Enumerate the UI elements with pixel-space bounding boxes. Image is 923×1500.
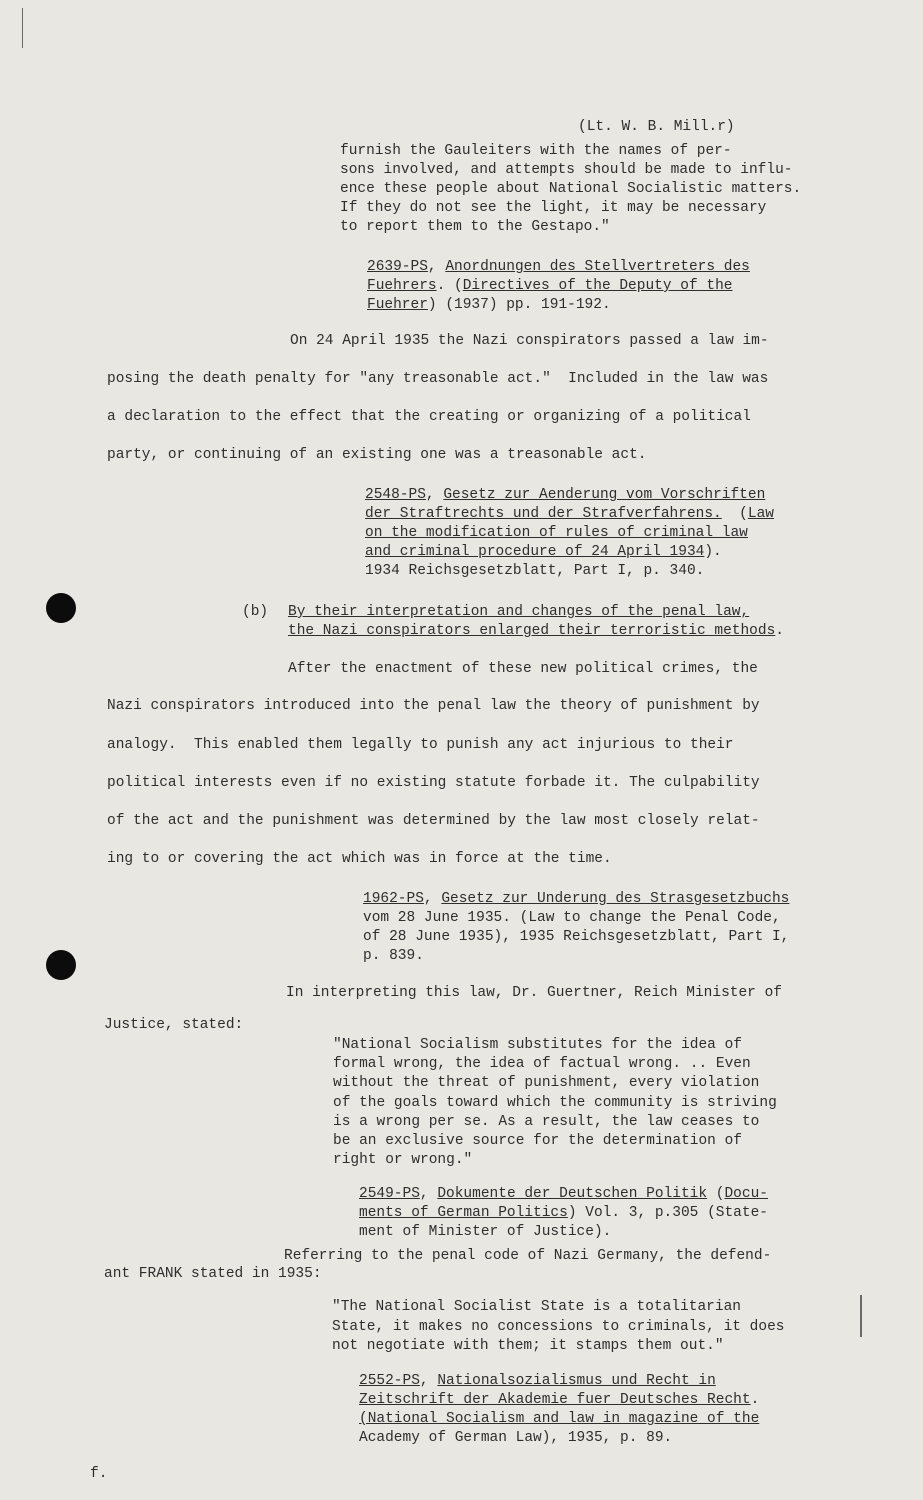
document-page: (Lt. W. B. Mill.r) furnish the Gauleiters with the names of per- sons involved, and attempts should be made to influ- ence these people about National Socialistic matters. If they do not see the light, it may be necessary to report them to the Gestapo." 2639-PS, Anordnungen des Stellvertreters des Fuehrers. (Directives of the Deputy of the Fuehrer) (1937) pp. 191-192. On 24 April 1935 the Nazi conspirators passed a law im- posing the death penalty for "any treasonable act." Included in the law was a declaration to the effect that the creating or organizing of a political party, or continuing of an existing one was a treasonable act. 2548-PS, Gesetz zur Aenderung vom Vorschriften der Straftrechts und der Strafverfahrens. (Law on the modification of rules of criminal law and criminal procedure of 24 April 1934). 1934 Reichsgesetzblatt, Part I, p. 340. (b) By their interpretation and changes of the penal law, the Nazi conspirators enlarged their terroristic methods. After the enactment of these new political crimes, the Nazi conspirators introduced into the penal law the theory of punishment by analogy. This enabled them legally to punish any act injurious to their political interests even if no existing statute forbade it. The culpability of the act and the punishment was determined by the law most closely relat- ing to or covering the act which was in force at the time. 1962-PS, Gesetz zur Underung des Strasgesetzbuchs vom 28 June 1935. (Law to change the Penal Code, of 28 June 1935), 1935 Reichsgesetzblatt, Part I, p. 839. In interpreting this law, Dr. Guertner, Reich Minister of Justice, stated: "National Socialism substitutes for the idea of formal wrong, the idea of factual wrong. .. Even without the threat of punishment, every violation of the goals toward which the community is striving is a wrong per se. As a result, the law ceases to be an exclusive source for the determination of right or wrong." 2549-PS, Dokumente der Deutschen Politik (Docu- ments of German Politics) Vol. 3, p.305 (State- ment of Minister of Justice). Referring to the penal code of Nazi Germany, the defend- ant FRANK stated in 1935: "The National Socialist State is a totalitarian State, it makes no concessions to criminals, it does not negotiate with them; it stamps them out." 2552-PS, Nationalsozialismus und Recht in Zeitschrift der Akademie fuer Deutsches Recht. (National Socialism and law in magazine of the Academy of German Law), 1935, p. 89. f. (0, 0, 923, 1500)
page-mark: f. (90, 1466, 108, 1482)
edge-mark (860, 1295, 862, 1337)
edge-mark (22, 8, 23, 48)
punch-hole (46, 593, 76, 623)
author-reference: (Lt. W. B. Mill.r) (578, 119, 735, 135)
punch-hole (46, 950, 76, 980)
